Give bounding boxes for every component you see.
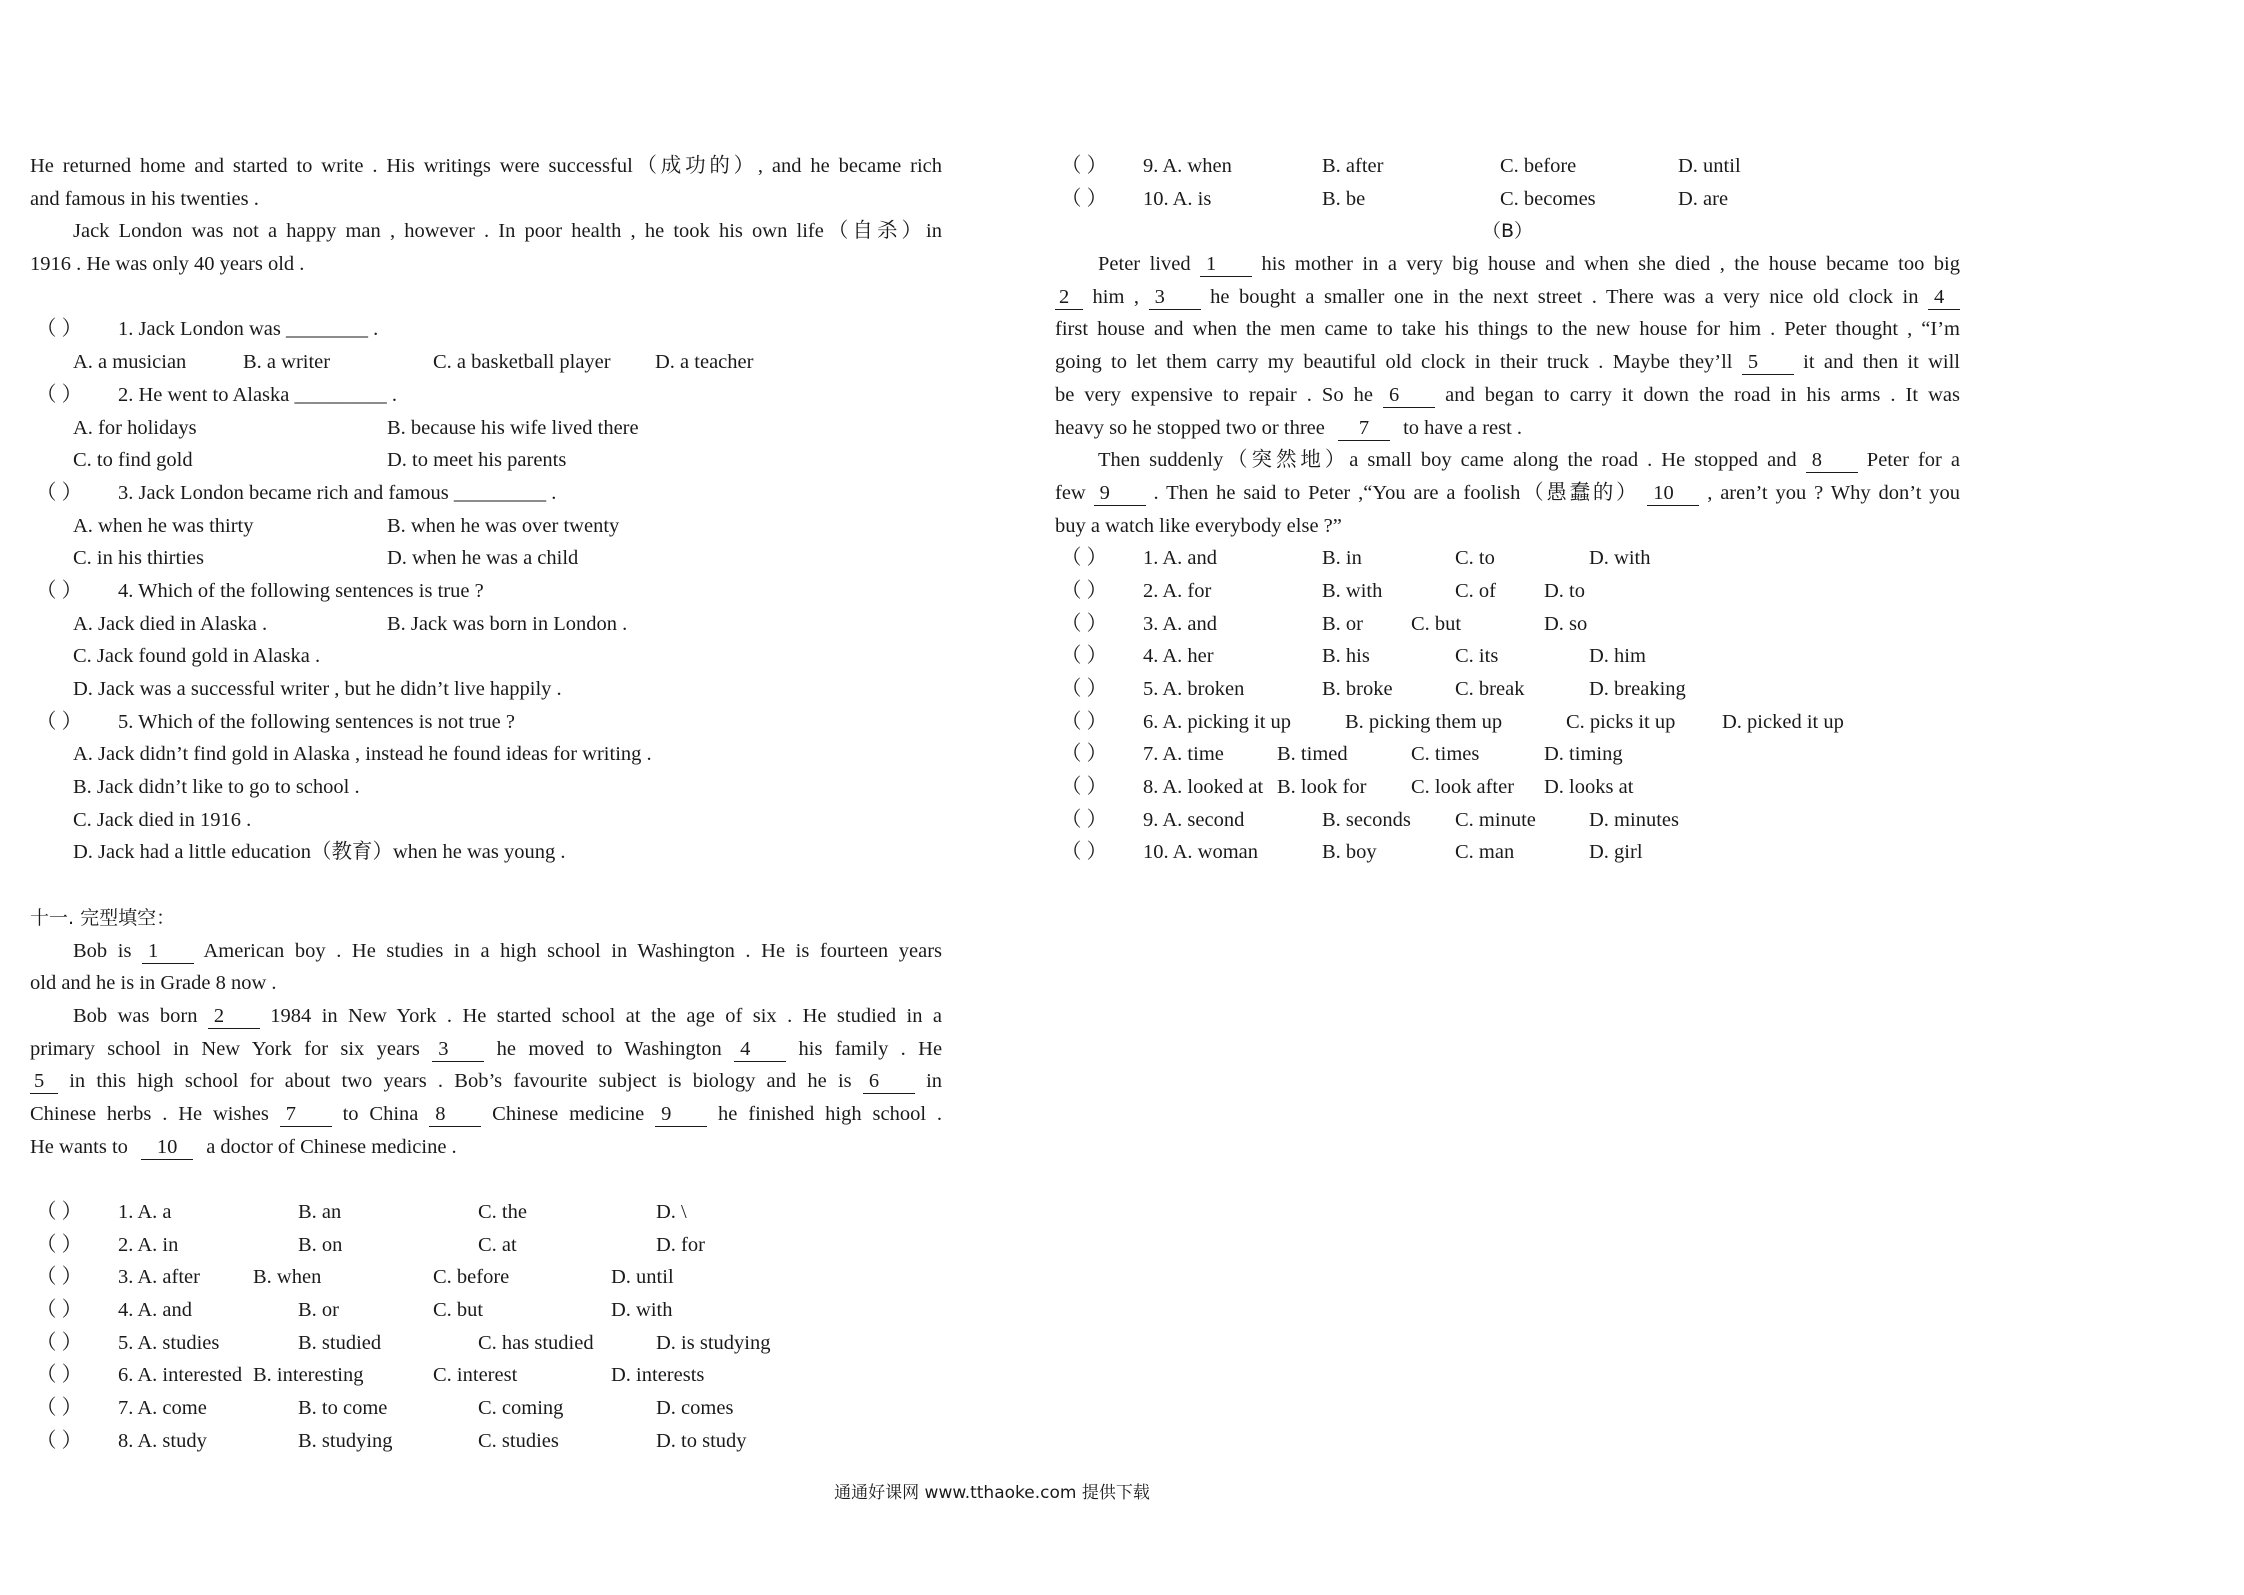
story-blank-9[interactable]: 9: [1094, 481, 1146, 506]
option-b[interactable]: B. when he was over twenty: [387, 514, 620, 537]
cloze-text: to China: [342, 1102, 419, 1125]
story-text: and began to carry it down the road in his arms . It was: [1445, 383, 1960, 406]
option-d[interactable]: D. Jack had a little education（教育）when he was young .: [73, 841, 566, 864]
option-a[interactable]: A. for holidays: [73, 416, 197, 439]
story-line: [1055, 281, 1960, 314]
cloze-blank-2[interactable]: 2: [208, 1004, 260, 1029]
cloze-option-row: [1055, 836, 1960, 869]
cloze-option-row: [1055, 673, 1960, 706]
option-a[interactable]: 6. A. picking it up: [1143, 710, 1292, 733]
option-b[interactable]: B. timed: [1277, 743, 1348, 766]
option-b[interactable]: B. broke: [1322, 678, 1393, 700]
question-text: 3. Jack London became rich and famous _________ .: [118, 481, 557, 504]
cloze-option-row: [30, 1196, 942, 1229]
option-d[interactable]: D. girl: [1589, 841, 1643, 864]
option-c[interactable]: C. its: [1455, 645, 1499, 668]
option-b[interactable]: B. with: [1322, 579, 1383, 602]
option-b[interactable]: B. when: [253, 1266, 322, 1289]
cloze-blank-10[interactable]: 10: [141, 1135, 193, 1160]
answer-bracket[interactable]: （ ）: [36, 383, 83, 406]
option-c[interactable]: C. Jack died in 1916 .: [73, 808, 252, 831]
cloze-blank-6[interactable]: 6: [863, 1069, 915, 1094]
option-c[interactable]: C. times: [1411, 743, 1480, 766]
story-text: be very expensive to repair . So he: [1055, 383, 1373, 406]
answer-bracket[interactable]: （ ）: [36, 1233, 83, 1256]
question-row: [30, 706, 942, 739]
question-text: 1. Jack London was ________ .: [118, 318, 379, 341]
answer-bracket[interactable]: （ ）: [1061, 547, 1108, 570]
option-c[interactable]: C. interest: [433, 1364, 518, 1387]
options-row: [30, 608, 942, 641]
option-b[interactable]: B. a writer: [243, 351, 331, 374]
cloze-text: 1984 in New York . He started school at the age of six . He studied in a: [270, 1004, 942, 1027]
option-a[interactable]: 7. A. time: [1143, 743, 1224, 766]
option-b[interactable]: B. studying: [298, 1429, 393, 1452]
story-line: [1055, 248, 1960, 281]
cloze-option-row: [1055, 738, 1960, 771]
option-a[interactable]: 3. A. after: [118, 1266, 200, 1289]
story-text: Peter for a: [1866, 449, 1960, 472]
options-row: [30, 804, 942, 837]
cloze-option-row: [1055, 804, 1960, 837]
answer-bracket[interactable]: （ ）: [1061, 579, 1108, 602]
options-row: [30, 444, 942, 477]
option-d[interactable]: D. looks at: [1544, 776, 1634, 799]
cloze-option-row: [1055, 542, 1960, 575]
cloze-option-row: [1055, 183, 1960, 216]
option-c[interactable]: C. studies: [478, 1429, 559, 1452]
option-d[interactable]: D. a teacher: [655, 351, 754, 374]
cloze-blank-4[interactable]: 4: [734, 1037, 786, 1062]
cloze-text: He wants to: [30, 1135, 128, 1158]
cloze-option-row: [30, 1294, 942, 1327]
option-a[interactable]: 10. A. woman: [1143, 841, 1259, 864]
cloze-line: [30, 1000, 942, 1033]
option-a[interactable]: 4. A. and: [118, 1299, 193, 1322]
option-b[interactable]: B. to come: [298, 1397, 388, 1420]
cloze-option-row: [30, 1392, 942, 1425]
option-d[interactable]: D. with: [611, 1299, 673, 1322]
story-blank-5[interactable]: 5: [1742, 350, 1794, 375]
option-d[interactable]: D. for: [656, 1233, 705, 1256]
option-d[interactable]: D. Jack was a successful writer , but he didn’t live happily .: [73, 678, 562, 700]
options-row: [30, 542, 942, 575]
cloze-option-row: [1055, 640, 1960, 673]
option-b[interactable]: B. boy: [1322, 841, 1377, 864]
story-text: . Then he said to Peter ,“You are a foolish（愚蠢的）: [1153, 481, 1640, 504]
story-blank-6[interactable]: 6: [1383, 383, 1435, 408]
answer-bracket[interactable]: （ ）: [36, 1299, 83, 1322]
cloze-line: old and he is in Grade 8 now .: [30, 972, 277, 995]
option-c[interactable]: C. to find gold: [73, 449, 193, 472]
option-a[interactable]: 6. A. interested: [118, 1364, 243, 1387]
option-c[interactable]: C. minute: [1455, 808, 1536, 831]
page-footer: 通通好课网 www.tthaoke.com 提供下载: [834, 1483, 1150, 1503]
answer-bracket[interactable]: （ ）: [1061, 612, 1108, 635]
story-text: heavy so he stopped two or three: [1055, 416, 1325, 439]
answer-bracket[interactable]: （ ）: [1061, 187, 1108, 210]
option-b[interactable]: B. because his wife lived there: [387, 416, 639, 439]
answer-bracket[interactable]: （ ）: [1061, 841, 1108, 864]
option-c[interactable]: C. of: [1455, 579, 1496, 602]
story-blank-8[interactable]: 8: [1806, 448, 1858, 473]
cloze-line: [30, 1033, 942, 1066]
passage-line: 1916 . He was only 40 years old .: [30, 253, 305, 276]
question-text: 5. Which of the following sentences is not true ?: [118, 710, 515, 733]
cloze-blank-3[interactable]: 3: [432, 1037, 484, 1062]
question-row: [30, 575, 942, 608]
passage-line: and famous in his twenties .: [30, 187, 259, 210]
cloze-text: in this high school for about two years . Bob’s favourite subject is biology and he is: [69, 1070, 852, 1093]
story-blank-3[interactable]: 3: [1149, 285, 1201, 310]
option-c[interactable]: C. has studied: [478, 1331, 594, 1354]
answer-bracket[interactable]: （ ）: [36, 1266, 83, 1289]
option-b[interactable]: B. Jack was born in London .: [387, 612, 628, 635]
cloze-option-row: [30, 1327, 942, 1360]
question-row: [30, 477, 942, 510]
option-a[interactable]: A. Jack didn’t find gold in Alaska , instead he found ideas for writing .: [73, 743, 652, 766]
answer-bracket[interactable]: （ ）: [1061, 710, 1108, 733]
cloze-text: a doctor of Chinese medicine .: [206, 1135, 457, 1158]
passage-line: Jack London was not a happy man , however . In poor health , he took his own life（自杀）in: [73, 220, 942, 243]
option-a[interactable]: 4. A. her: [1143, 645, 1214, 668]
cloze-text: Bob was born: [73, 1004, 198, 1027]
answer-bracket[interactable]: （ ）: [1061, 808, 1108, 831]
cloze-blank-8[interactable]: 8: [429, 1102, 481, 1127]
story-text: going to let them carry my beautiful old clock in their truck . Maybe they’ll: [1055, 351, 1733, 374]
cloze-text: Chinese medicine: [492, 1102, 645, 1125]
answer-bracket[interactable]: （ ）: [36, 1429, 83, 1452]
story-text: his mother in a very big house and when she died , the house became too big: [1261, 253, 1960, 276]
answer-bracket[interactable]: （ ）: [1061, 155, 1108, 177]
story-line: [1055, 346, 1960, 379]
cloze-line: [30, 1131, 942, 1164]
answer-bracket[interactable]: （ ）: [1061, 678, 1108, 700]
cloze-text: he finished high school .: [718, 1102, 942, 1125]
story-text: Then suddenly（突然地）a small boy came along the road . He stopped and: [1098, 449, 1797, 472]
option-d[interactable]: D. him: [1589, 645, 1646, 668]
option-a[interactable]: A. a musician: [73, 351, 187, 374]
story-line: [1055, 444, 1960, 477]
option-a[interactable]: 8. A. study: [118, 1429, 207, 1452]
option-a[interactable]: 8. A. looked at: [1143, 776, 1264, 799]
option-b[interactable]: B. in: [1322, 547, 1362, 570]
options-row: [30, 640, 942, 673]
answer-bracket[interactable]: （ ）: [36, 1331, 83, 1354]
option-d[interactable]: D. so: [1544, 612, 1588, 635]
question-row: [30, 379, 942, 412]
cloze-text: Chinese herbs . He wishes: [30, 1102, 269, 1125]
story-text: it and then it will: [1803, 351, 1960, 374]
story-blank-4[interactable]: 4: [1928, 285, 1960, 310]
option-c[interactable]: C. but: [433, 1299, 484, 1322]
answer-bracket[interactable]: （ ）: [1061, 776, 1108, 799]
option-c[interactable]: C. before: [433, 1266, 510, 1289]
story-blank-2[interactable]: 2: [1055, 285, 1083, 310]
option-c[interactable]: C. at: [478, 1233, 517, 1256]
option-a[interactable]: 9. A. second: [1143, 808, 1245, 831]
story-line: [1055, 477, 1960, 510]
section-heading: （B）: [1481, 220, 1534, 243]
answer-bracket[interactable]: （ ）: [1061, 645, 1108, 668]
story-text: Peter lived: [1098, 253, 1191, 276]
cloze-blank-7[interactable]: 7: [280, 1102, 332, 1127]
story-text: him ,: [1092, 285, 1140, 308]
option-d[interactable]: D. timing: [1544, 743, 1623, 766]
option-d[interactable]: D. comes: [656, 1397, 734, 1420]
section-heading: 十一. 完型填空：: [30, 906, 176, 929]
story-text: he bought a smaller one in the next street . There was a very nice old clock in: [1210, 285, 1919, 308]
question-text: 2. He went to Alaska _________ .: [118, 383, 397, 406]
story-line: first house and when the men came to take his things to the new house for him . Peter thought , “I’m: [1055, 318, 1960, 341]
option-b[interactable]: B. or: [298, 1299, 339, 1322]
cloze-option-row: [30, 1261, 942, 1294]
answer-bracket[interactable]: （ ）: [36, 710, 83, 733]
story-text: to have a rest .: [1403, 416, 1523, 439]
story-line: [1055, 379, 1960, 412]
option-d[interactable]: D. to study: [656, 1429, 747, 1452]
cloze-option-row: [1055, 575, 1960, 608]
cloze-line: [30, 935, 942, 968]
cloze-text: he moved to Washington: [496, 1037, 722, 1060]
option-b[interactable]: B. an: [298, 1201, 342, 1223]
option-b[interactable]: B. Jack didn’t like to go to school .: [73, 776, 360, 799]
answer-bracket[interactable]: （ ）: [36, 481, 83, 504]
options-row: [30, 510, 942, 543]
cloze-text: in: [926, 1070, 942, 1093]
option-b[interactable]: B. look for: [1277, 776, 1367, 799]
option-c[interactable]: C. in his thirties: [73, 547, 204, 570]
option-a[interactable]: 1. A. a: [118, 1201, 172, 1223]
option-a[interactable]: 5. A. studies: [118, 1331, 220, 1354]
option-c[interactable]: C. becomes: [1500, 187, 1596, 210]
option-a[interactable]: 9. A. when: [1143, 155, 1232, 177]
options-row: [30, 346, 942, 379]
story-blank-7[interactable]: 7: [1338, 416, 1390, 441]
options-row: [30, 412, 942, 445]
cloze-line: [30, 1098, 942, 1131]
option-d[interactable]: D. until: [611, 1266, 674, 1289]
option-b[interactable]: B. after: [1322, 155, 1384, 177]
question-row: [30, 313, 942, 346]
answer-bracket[interactable]: （ ）: [36, 1364, 83, 1387]
option-d[interactable]: D. is studying: [656, 1331, 771, 1354]
story-line: buy a watch like everybody else ?”: [1055, 514, 1342, 537]
option-d[interactable]: D. to: [1544, 579, 1585, 602]
option-a[interactable]: 2. A. in: [118, 1233, 179, 1256]
option-c[interactable]: C. look after: [1411, 776, 1515, 799]
left-column: [30, 150, 942, 1458]
question-text: 4. Which of the following sentences is true ?: [118, 579, 484, 602]
option-a[interactable]: 7. A. come: [118, 1397, 207, 1420]
option-b[interactable]: B. studied: [298, 1331, 382, 1354]
option-d[interactable]: D. interests: [611, 1364, 705, 1387]
option-a[interactable]: 3. A. and: [1143, 612, 1218, 635]
option-d[interactable]: D. breaking: [1589, 678, 1686, 700]
answer-bracket[interactable]: （ ）: [36, 1397, 83, 1420]
cloze-option-row: [1055, 150, 1960, 183]
cloze-text: primary school in New York for six years: [30, 1037, 420, 1060]
option-d[interactable]: D. when he was a child: [387, 547, 579, 570]
option-d[interactable]: D. are: [1678, 187, 1729, 210]
cloze-blank-9[interactable]: 9: [655, 1102, 707, 1127]
option-b[interactable]: B. picking them up: [1345, 710, 1503, 733]
answer-bracket[interactable]: （ ）: [36, 1201, 83, 1223]
option-c[interactable]: C. to: [1455, 547, 1495, 570]
passage-line: He returned home and started to write . His writings were successful（成功的）, and he became rich: [30, 155, 942, 177]
cloze-text: Bob is: [73, 939, 132, 962]
option-b[interactable]: B. or: [1322, 612, 1363, 635]
option-a[interactable]: A. when he was thirty: [73, 514, 254, 537]
option-c[interactable]: C. Jack found gold in Alaska .: [73, 645, 321, 668]
option-b[interactable]: B. be: [1322, 187, 1366, 210]
cloze-option-row: [1055, 608, 1960, 641]
right-column: [1055, 150, 1960, 869]
option-b[interactable]: B. on: [298, 1233, 343, 1256]
option-c[interactable]: C. the: [478, 1201, 527, 1223]
story-blank-10[interactable]: 10: [1647, 481, 1699, 506]
option-c[interactable]: C. but: [1411, 612, 1462, 635]
option-c[interactable]: C. a basketball player: [433, 351, 611, 374]
option-d[interactable]: D. minutes: [1589, 808, 1679, 831]
option-b[interactable]: B. interesting: [253, 1364, 364, 1387]
option-d[interactable]: D. picked it up: [1722, 710, 1844, 733]
cloze-blank-5[interactable]: 5: [30, 1069, 58, 1094]
cloze-blank-1[interactable]: 1: [142, 939, 194, 964]
cloze-option-row: [30, 1425, 942, 1458]
story-line: [1055, 412, 1960, 445]
options-row: [30, 738, 942, 771]
option-d[interactable]: D. to meet his parents: [387, 449, 567, 472]
option-c[interactable]: C. picks it up: [1566, 710, 1676, 733]
cloze-text: his family . He: [798, 1037, 942, 1060]
option-d[interactable]: D. until: [1678, 155, 1741, 177]
option-c[interactable]: C. break: [1455, 678, 1525, 700]
option-a[interactable]: 5. A. broken: [1143, 678, 1245, 700]
option-a[interactable]: A. Jack died in Alaska .: [73, 612, 268, 635]
cloze-line: [30, 1065, 942, 1098]
option-d[interactable]: D. \: [656, 1201, 687, 1223]
option-a[interactable]: 10. A. is: [1143, 187, 1212, 210]
option-b[interactable]: B. seconds: [1322, 808, 1411, 831]
options-row: [30, 673, 942, 706]
options-row: [30, 771, 942, 804]
cloze-option-row: [30, 1359, 942, 1392]
option-a[interactable]: 1. A. and: [1143, 547, 1218, 570]
story-blank-1[interactable]: 1: [1200, 252, 1252, 277]
option-b[interactable]: B. his: [1322, 645, 1370, 668]
answer-bracket[interactable]: （ ）: [36, 579, 83, 602]
option-d[interactable]: D. with: [1589, 547, 1651, 570]
story-text: few: [1055, 481, 1086, 504]
options-row: [30, 836, 942, 869]
option-c[interactable]: C. coming: [478, 1397, 564, 1420]
option-c[interactable]: C. before: [1500, 155, 1577, 177]
cloze-option-row: [1055, 771, 1960, 804]
answer-bracket[interactable]: （ ）: [1061, 743, 1108, 766]
cloze-option-row: [30, 1229, 942, 1262]
cloze-text: American boy . He studies in a high school in Washington . He is fourteen years: [203, 939, 942, 962]
option-a[interactable]: 2. A. for: [1143, 579, 1212, 602]
story-text: , aren’t you ? Why don’t you: [1707, 481, 1960, 504]
cloze-option-row: [1055, 706, 1960, 739]
option-c[interactable]: C. man: [1455, 841, 1515, 864]
answer-bracket[interactable]: （ ）: [36, 318, 83, 341]
